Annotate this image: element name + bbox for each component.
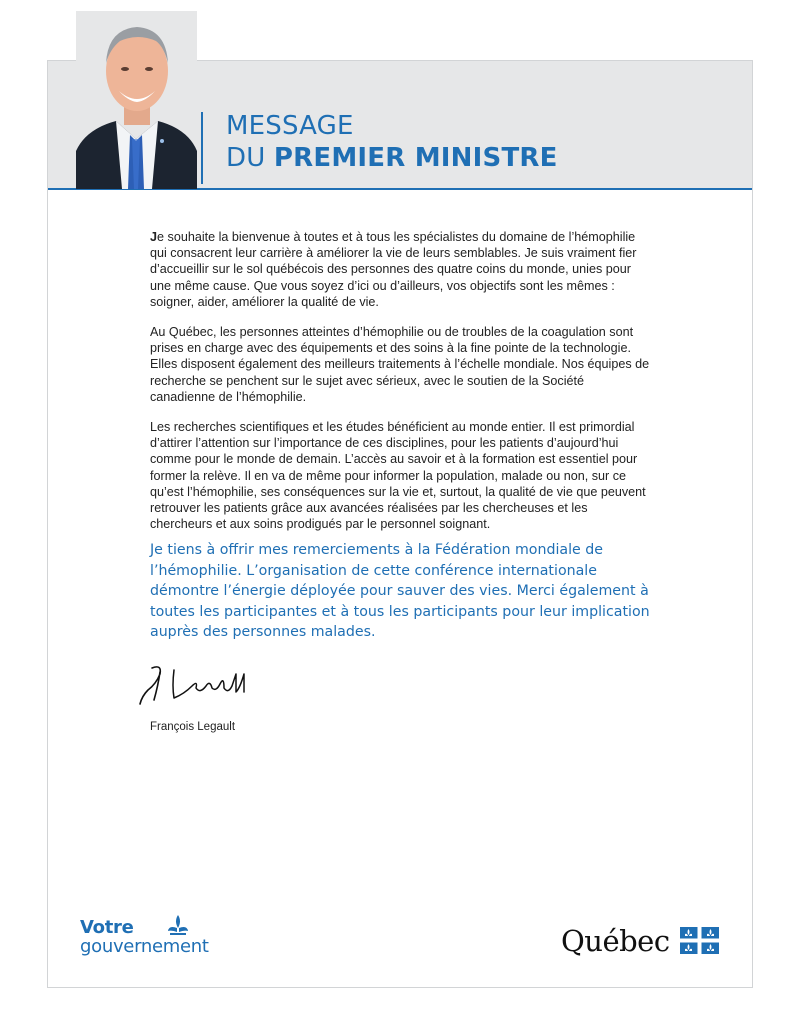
page-title [226,110,558,174]
message-body [150,229,650,546]
title-bold: PREMIER MINISTRE [273,143,558,173]
title-prefix: DU [226,143,274,173]
votre-label: Votre [80,917,134,938]
title-line-1: MESSAGE [226,111,354,141]
quebec-wordmark: Québec [561,924,670,958]
title-divider [201,112,203,184]
premier-portrait [76,11,197,189]
gouvernement-label: gouvernement [80,936,209,957]
highlight-quote: Je tiens à offrir mes remerciements à la Fédération mondiale de l’hémophilie. L’organisation de cette conférence internationale démontre l’énergie déployée pour sauver des vies. Merci également à toutes les participantes et à tous les participants pour leur implication auprès des personnes malades. [150,542,650,641]
paragraph-1-initial: J [150,230,158,244]
title-line-2 [226,142,558,174]
quebec-flag-icon [680,927,719,954]
paragraph-1 [150,229,650,310]
paragraph-3: Les recherches scientifiques et les études bénéficient au monde entier. Il est primordial d’attirer l’attention sur l’importance de ces disciplines, pour les patients d’aujourd’hui comme pour le monde de demain. L’accès au savoir et à la formation est essentiel pour former la relève. Il en va de même pour informer la population, malade ou non, sur ce qu’est l’hémophilie, ses conséquences sur la vie et, surtout, la qualité de vie que peuvent retrouver les patients grâce aux avancées réalisées par les chercheuses et les chercheurs et aux soins prodigués par le personnel soignant. [150,420,646,532]
paragraph-2: Au Québec, les personnes atteintes d’hémophilie ou de troubles de la coagulation sont prises en charge avec des équipements et des soins à la fine pointe de la technologie. Elles disposent également des meilleurs traitements à l’échelle mondiale. Nos équipes de recherche se penchent sur le sujet avec sérieux, avec le soutien de la Société canadienne de l’hémophilie. [150,325,650,404]
signer-name: François Legault [150,721,236,733]
handwritten-signature [138,660,268,708]
paragraph-1-text: e souhaite la bienvenue à toutes et à tous les spécialistes du domaine de l’hémophilie qui consacrent leur carrière à améliorer la vie de leurs semblables. Je suis vraiment fier d’accueillir sur le sol québécois des personnes des quatre coins du monde, unies pour une même cause. Que vous soyez d’ici ou d’ailleurs, vos objectifs sont les mêmes : soigner, aider, améliorer la qualité de vie. [150,230,637,309]
fleur-de-lis-icon [165,913,191,939]
